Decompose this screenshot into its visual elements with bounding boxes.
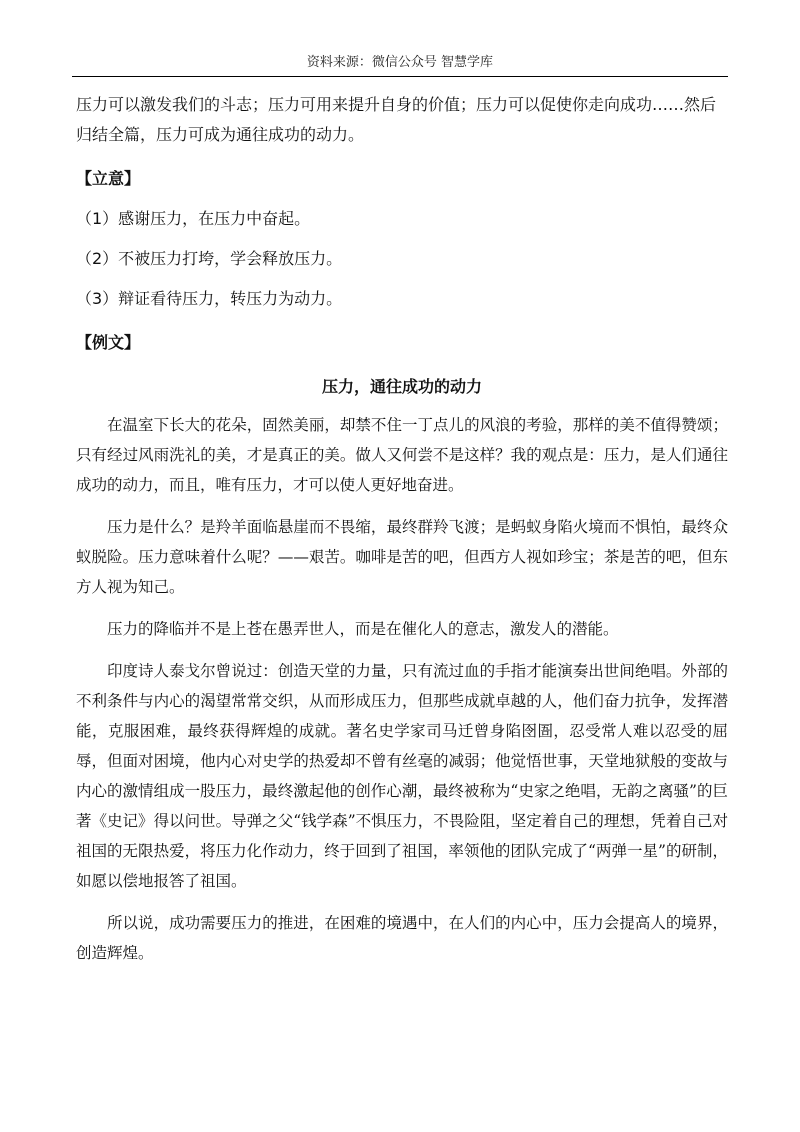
essay-paragraph-1: 在温室下长大的花朵，固然美丽，却禁不住一丁点儿的风浪的考验，那样的美不值得赞颂；只有经过风雨洗礼的美，才是真正的美。做人又何尝不是这样？我的观点是：压力，是人们通往成功的动力，而且，唯有压力，才可以使人更好地奋进。 xyxy=(76,416,728,494)
intro-paragraph: 压力可以激发我们的斗志；压力可用来提升自身的价值；压力可以促使你走向成功……然后归结全篇，压力可成为通往成功的动力。 xyxy=(76,95,717,144)
header-divider xyxy=(72,76,728,77)
liyi-heading: 【立意】 xyxy=(76,169,141,188)
liyi-point-3: （3）辩证看待压力，转压力为动力。 xyxy=(76,289,343,308)
liwen-heading: 【例文】 xyxy=(76,333,141,352)
essay-paragraph-4: 印度诗人泰戈尔曾说过：创造天堂的力量，只有流过血的手指才能演奏出世间绝唱。外部的不利条件与内心的渴望常常交织，从而形成压力，但那些成就卓越的人，他们奋力抗争，发挥潜能，克服困难，最终获得辉煌的成就。著名史学家司马迁曾身陷囹圄，忍受常人难以忍受的屈辱，但面对困境，他内心对史学的热爱却不曾有丝毫的减弱；他觉悟世事，天堂地狱般的变故与内心的激情组成一股压力，最终激起他的创作心潮，最终被称为“史家之绝唱，无韵之离骚”的巨著《史记》得以问世。导弹之父“钱学森”不惧压力，不畏险阻，坚定着自己的理想，凭着自己对祖国的无限热爱，将压力化作动力，终于回到了祖国，率领他的团队完成了“两弹一星”的研制，如愿以偿地报答了祖国。 xyxy=(76,662,728,890)
essay-paragraph-5: 所以说，成功需要压力的推进，在困难的境遇中，在人们的内心中，压力会提高人的境界，创造辉煌。 xyxy=(76,914,728,962)
liyi-point-2: （2）不被压力打垮，学会释放压力。 xyxy=(76,249,343,268)
essay-paragraph-3: 压力的降临并不是上苍在愚弄世人，而是在催化人的意志，激发人的潜能。 xyxy=(107,620,619,638)
liyi-point-1: （1）感谢压力，在压力中奋起。 xyxy=(76,209,311,228)
page-header-source: 资料来源：微信公众号 智慧学库 xyxy=(306,55,494,70)
essay-paragraph-2: 压力是什么？是羚羊面临悬崖而不畏缩，最终群羚飞渡；是蚂蚁身陷火境而不惧怕，最终众蚁脱险。压力意味着什么呢？——艰苦。咖啡是苦的吧，但西方人视如珍宝；茶是苦的吧，但东方人视为知己。 xyxy=(76,518,728,596)
essay-title: 压力，通往成功的动力 xyxy=(321,377,482,396)
document-body xyxy=(76,90,728,968)
